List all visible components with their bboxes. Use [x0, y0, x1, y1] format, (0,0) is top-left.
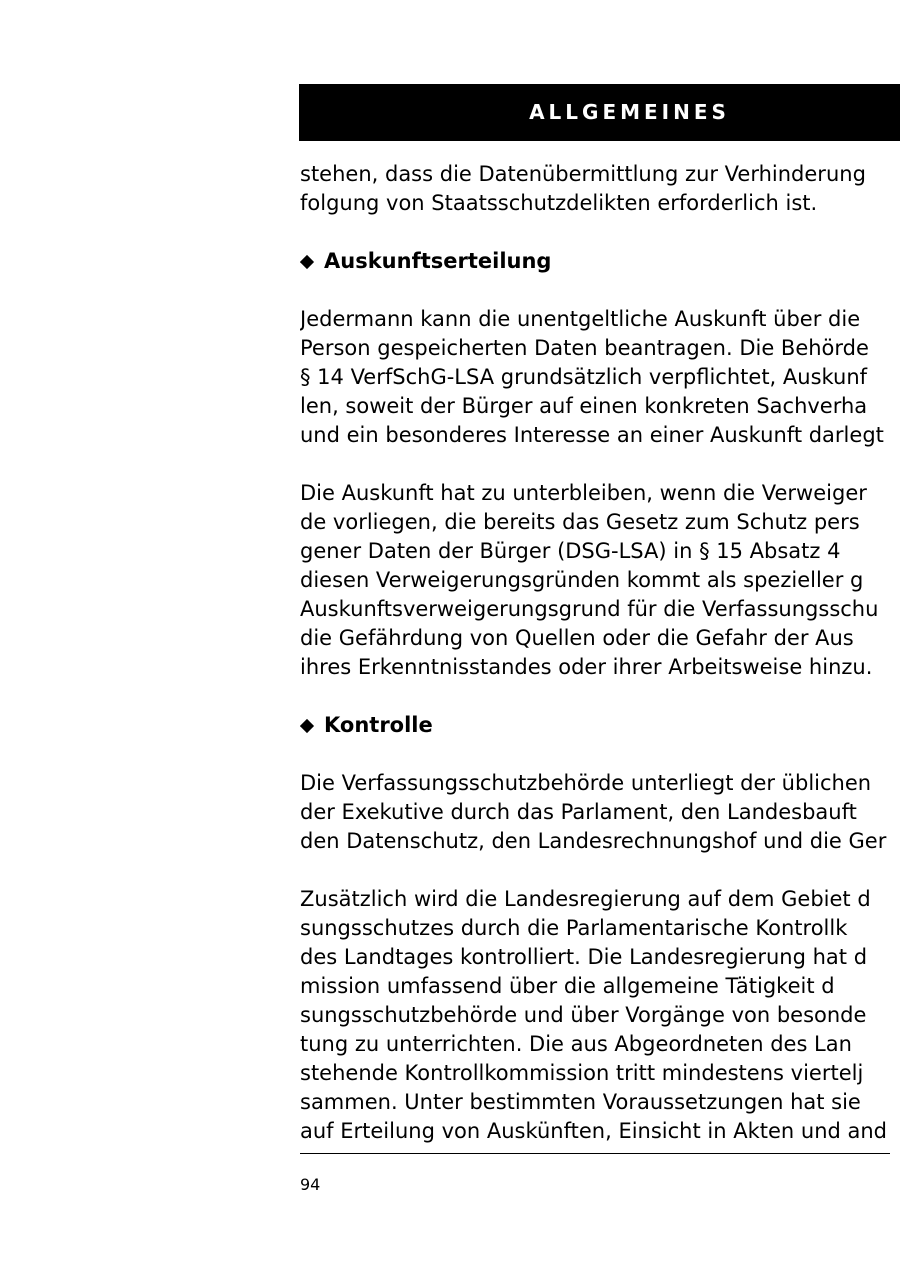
- text-line: des Landtages kontrolliert. Die Landesregierung hat d: [300, 945, 868, 969]
- text-line: der Exekutive durch das Parlament, den Landesbauft: [300, 800, 857, 824]
- text-line: ihres Erkenntnisstandes oder ihrer Arbeitsweise hinzu.: [300, 655, 873, 679]
- paragraph: [300, 479, 900, 682]
- text-line: tung zu unterrichten. Die aus Abgeordneten des Lan: [300, 1032, 852, 1056]
- diamond-bullet-icon: [300, 255, 314, 269]
- text-line: Zusätzlich wird die Landesregierung auf dem Gebiet d: [300, 887, 871, 911]
- text-line: Die Auskunft hat zu unterbleiben, wenn die Verweiger: [300, 481, 867, 505]
- text-line: gener Daten der Bürger (DSG-LSA) in § 15 Absatz 4: [300, 539, 841, 563]
- text-line: § 14 VerfSchG-LSA grundsätzlich verpflichtet, Auskunf: [300, 365, 868, 389]
- text-line: Person gespeicherten Daten beantragen. Die Behörde: [300, 336, 869, 360]
- text-line: Auskunftsverweigerungsgrund für die Verfassungsschu: [300, 597, 879, 621]
- text-line: Jedermann kann die unentgeltliche Auskunft über die: [300, 307, 861, 331]
- page-number: 94: [300, 1175, 321, 1194]
- text-line: diesen Verweigerungsgründen kommt als spezieller g: [300, 568, 864, 592]
- text-line: die Gefährdung von Quellen oder die Gefahr der Aus: [300, 626, 854, 650]
- text-line: stehen, dass die Datenübermittlung zur Verhinderung: [300, 162, 866, 186]
- section-heading: [300, 711, 900, 740]
- text-line: sungsschutzes durch die Parlamentarische Kontrollk: [300, 916, 848, 940]
- section-heading-text: Kontrolle: [324, 713, 433, 737]
- paragraph: [300, 160, 900, 218]
- section-heading-text: Auskunftserteilung: [324, 249, 552, 273]
- text-line: den Datenschutz, den Landesrechnungshof und die Ger: [300, 829, 887, 853]
- text-line: stehende Kontrollkommission tritt mindestens viertelj: [300, 1061, 864, 1085]
- text-line: folgung von Staatsschutzdelikten erforderlich ist.: [300, 191, 818, 215]
- text-line: mission umfassend über die allgemeine Tätigkeit d: [300, 974, 835, 998]
- section-header-bar: [299, 84, 900, 141]
- text-line: sungsschutzbehörde und über Vorgänge von besonde: [300, 1003, 867, 1027]
- page-body: [300, 160, 900, 1175]
- text-line: und ein besonderes Interesse an einer Auskunft darlegt: [300, 423, 884, 447]
- text-line: len, soweit der Bürger auf einen konkreten Sachverha: [300, 394, 868, 418]
- text-line: auf Erteilung von Auskünften, Einsicht in Akten und and: [300, 1119, 888, 1143]
- text-line: sammen. Unter bestimmten Voraussetzungen hat sie: [300, 1090, 861, 1114]
- text-line: de vorliegen, die bereits das Gesetz zum Schutz pers: [300, 510, 860, 534]
- diamond-bullet-icon: [300, 719, 314, 733]
- footer-divider: [300, 1153, 890, 1154]
- section-heading: [300, 247, 900, 276]
- paragraph: [300, 885, 900, 1146]
- section-header-title: ALLGEMEINES: [529, 100, 730, 124]
- paragraph: [300, 305, 900, 450]
- paragraph: [300, 769, 900, 856]
- text-line: Die Verfassungsschutzbehörde unterliegt der üblichen: [300, 771, 872, 795]
